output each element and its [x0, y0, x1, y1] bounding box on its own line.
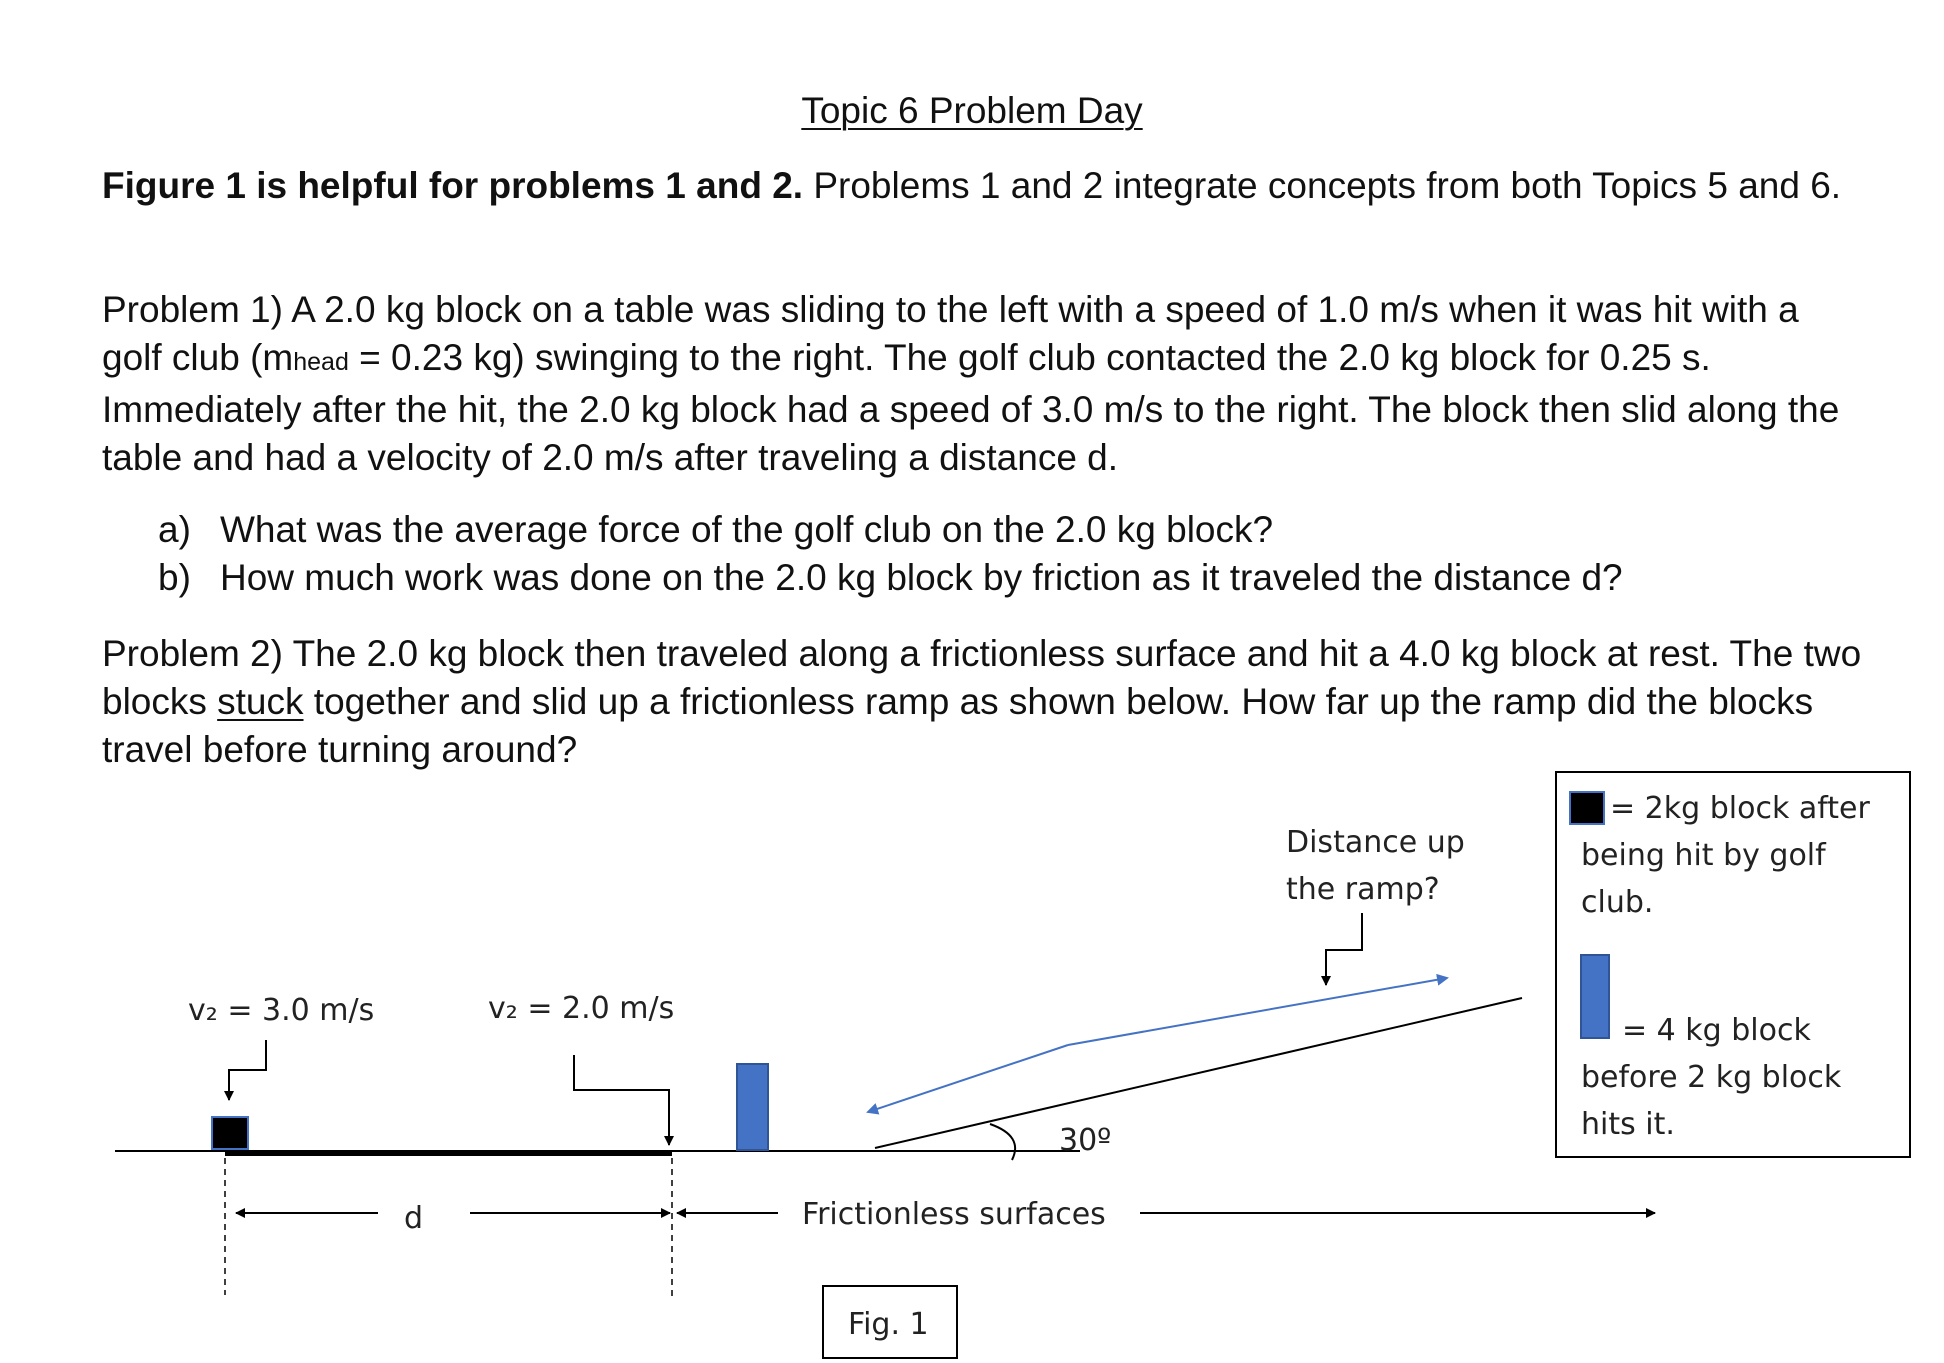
angle-label: 30º [1059, 1123, 1112, 1158]
legend-blue-line3: hits it. [1581, 1107, 1675, 1142]
v-end-label: v₂ = 2.0 m/s [488, 991, 675, 1026]
legend-black-line1: = 2kg block after [1610, 791, 1870, 826]
angle-arc [990, 1124, 1015, 1160]
legend-blue-line1: = 4 kg block [1622, 1013, 1811, 1048]
m-head-subscript: head [293, 348, 349, 376]
stuck-underlined: stuck [217, 681, 304, 722]
ramp-up-arrow [1068, 978, 1447, 1045]
legend-blue-block-icon [1581, 955, 1609, 1038]
legend-blue-line2: before 2 kg block [1581, 1060, 1842, 1095]
problem-2-text: Problem 2) The 2.0 kg block then traveled along a frictionless surface and hit a 4.0 kg block at rest. The two blocks stuck together and slid up a frictionless ramp as shown below. How far up the ramp did the blocks travel before turning around? [102, 633, 1862, 770]
d-label: d [404, 1201, 424, 1236]
frictionless-label: Frictionless surfaces [802, 1197, 1106, 1232]
page-title: Topic 6 Problem Day [801, 90, 1143, 131]
intro-bold: Figure 1 is helpful for problems 1 and 2. [102, 165, 804, 206]
question-b: b) How much work was done on the 2.0 kg block by friction as it traveled the distance d? [158, 557, 1623, 598]
legend-black-line3: club. [1581, 885, 1654, 920]
black-block [212, 1117, 248, 1149]
legend-black-block-icon [1570, 792, 1604, 824]
ramp-line [875, 998, 1522, 1148]
legend-black-line2: being hit by golf [1581, 838, 1826, 873]
ramp-question-arrow [1326, 913, 1362, 985]
intro-text: Problems 1 and 2 integrate concepts from both Topics 5 and 6. [813, 165, 1842, 206]
question-a: a) What was the average force of the golf club on the 2.0 kg block? [158, 509, 1274, 550]
ramp-question-line2: the ramp? [1286, 872, 1440, 907]
v-start-arrow [229, 1040, 266, 1100]
ramp-down-arrow [868, 1045, 1068, 1112]
ramp-question-line1: Distance up [1286, 825, 1465, 860]
v-end-arrow [574, 1055, 669, 1145]
problem-1-text: Problem 1) A 2.0 kg block on a table was sliding to the left with a speed of 1.0 m/s when it was hit with a golf club (mhead = 0.23 kg) swinging to the right. The golf club contacted the 2.0 kg block for 0.25 s. Immediately after the hit, the 2.0 kg block had a speed of 3.0 m/s to the right. The block then slid along the table and had a velocity of 2.0 m/s after traveling a distance d. [102, 289, 1840, 478]
blue-block [737, 1064, 768, 1150]
fig-label: Fig. 1 [848, 1307, 929, 1342]
v-start-label: v₂ = 3.0 m/s [188, 993, 375, 1028]
